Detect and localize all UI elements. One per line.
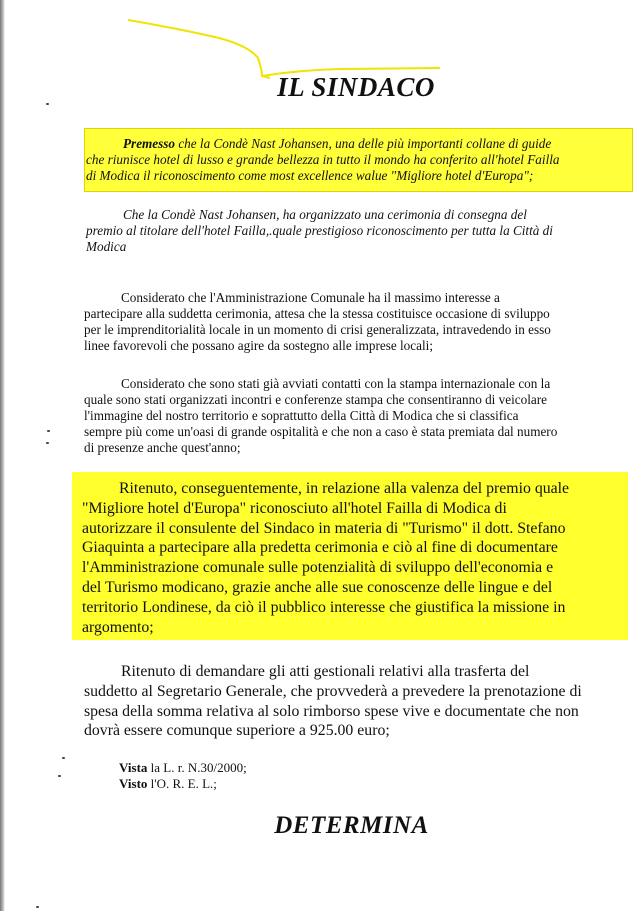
considerato1-line: per le imprenditorialità locale in un momento di crisi generalizzata, intravedendo in esso — [84, 322, 551, 337]
ritenuto1-line: territorio Londinese, da ciò il pubblico interesse che giustifica la missione in — [82, 598, 566, 616]
premesso-line: che la Condè Nast Johansen, una delle più importanti collane di guide — [175, 136, 552, 151]
visto-text: la L. r. N.30/2000; — [147, 760, 247, 775]
ritenuto2-line: suddetto al Segretario Generale, che provvederà a prevedere la prenotazione di — [84, 682, 582, 700]
condenast-line: premio al titolare dell'hotel Failla,.quale prestigioso riconoscimento per tutta la Città di — [86, 223, 553, 238]
scan-speck — [46, 442, 49, 444]
ritenuto1-line: "Migliore hotel d'Europa" riconosciuto all'hotel Failla di Modica di — [82, 499, 507, 517]
ritenuto1-line: Ritenuto, conseguentemente, in relazione alla valenza del premio quale — [119, 480, 570, 497]
considerato2-line: l'immagine del nostro territorio e soprattutto della Città di Modica che si classifica — [84, 408, 519, 423]
ritenuto1-line: autorizzare il consulente del Sindaco in materia di "Turismo" il dott. Stefano — [82, 519, 566, 537]
premesso-lead: Premesso — [123, 136, 176, 151]
paragraph-premesso — [86, 136, 632, 184]
scan-speck — [58, 775, 61, 777]
considerato1-line: Considerato che l'Amministrazione Comunale ha il massimo interesse a — [121, 290, 500, 305]
ritenuto1-line: del Turismo modicano, grazie anche alle sue conoscenze delle lingue e del — [82, 578, 553, 596]
ritenuto2-line: spesa della somma relativa al solo rimborso spese vive e documentate che non — [84, 702, 579, 720]
paragraph-ritenuto-1 — [82, 479, 628, 637]
ritenuto2-line: dovrà essere comunque superiore a 925.00 euro; — [84, 722, 390, 740]
premesso-line: di Modica il riconoscimento come most excellence walue "Migliore hotel d'Europa"; — [86, 168, 534, 183]
visto-text: l'O. R. E. L.; — [147, 776, 217, 791]
considerato2-line: quale sono stati organizzati incontri e conferenze stampa che consentiranno di veicolare — [84, 392, 547, 407]
scan-edge — [0, 0, 5, 911]
scan-speck — [47, 430, 50, 432]
condenast-line: Che la Condè Nast Johansen, ha organizzato una cerimonia di consegna del — [123, 207, 527, 222]
ritenuto1-line: l'Amministrazione comunale sulle potenzialità di sviluppo dell'economia e — [82, 559, 554, 577]
paragraph-considerato-1 — [84, 290, 630, 354]
visto-line — [119, 760, 247, 776]
ritenuto2-line: Ritenuto di demandare gli atti gestionali relativi alla trasferta del — [121, 663, 530, 680]
paragraph-considerato-2 — [84, 376, 630, 456]
considerato1-line: linee favorevoli che possano agire da sostegno alle imprese locali; — [84, 338, 433, 353]
considerato2-line: di presenze anche quest'anno; — [84, 440, 241, 455]
ritenuto1-line: argomento; — [82, 618, 154, 636]
scan-speck — [62, 757, 65, 759]
determina-heading: DETERMINA — [274, 812, 429, 839]
visto-label: Visto — [119, 776, 148, 791]
ritenuto1-line: Giaquinta a partecipare alla predetta cerimonia e ciò al fine di documentare — [82, 539, 558, 557]
paragraph-ritenuto-2 — [84, 662, 630, 741]
visto-line — [119, 776, 217, 792]
scan-speck — [36, 906, 39, 908]
considerato1-line: partecipare alla suddetta cerimonia, attesa che la stessa costituisce occasione di sviluppo — [84, 306, 550, 321]
page-title: IL SINDACO — [277, 72, 435, 102]
condenast-line: Modica — [86, 239, 127, 254]
visto-label: Vista — [119, 760, 148, 775]
considerato2-line: Considerato che sono stati già avviati contatti con la stampa internazionale con la — [121, 376, 551, 391]
premesso-line: che riunisce hotel di lusso e grande bellezza in tutto il mondo ha conferito all'hotel Failla — [86, 152, 560, 167]
paragraph-condenast — [86, 207, 632, 255]
considerato2-line: sempre più come un'oasi di grande ospitalità e che non a caso è stata premiata dal numero — [84, 424, 558, 439]
